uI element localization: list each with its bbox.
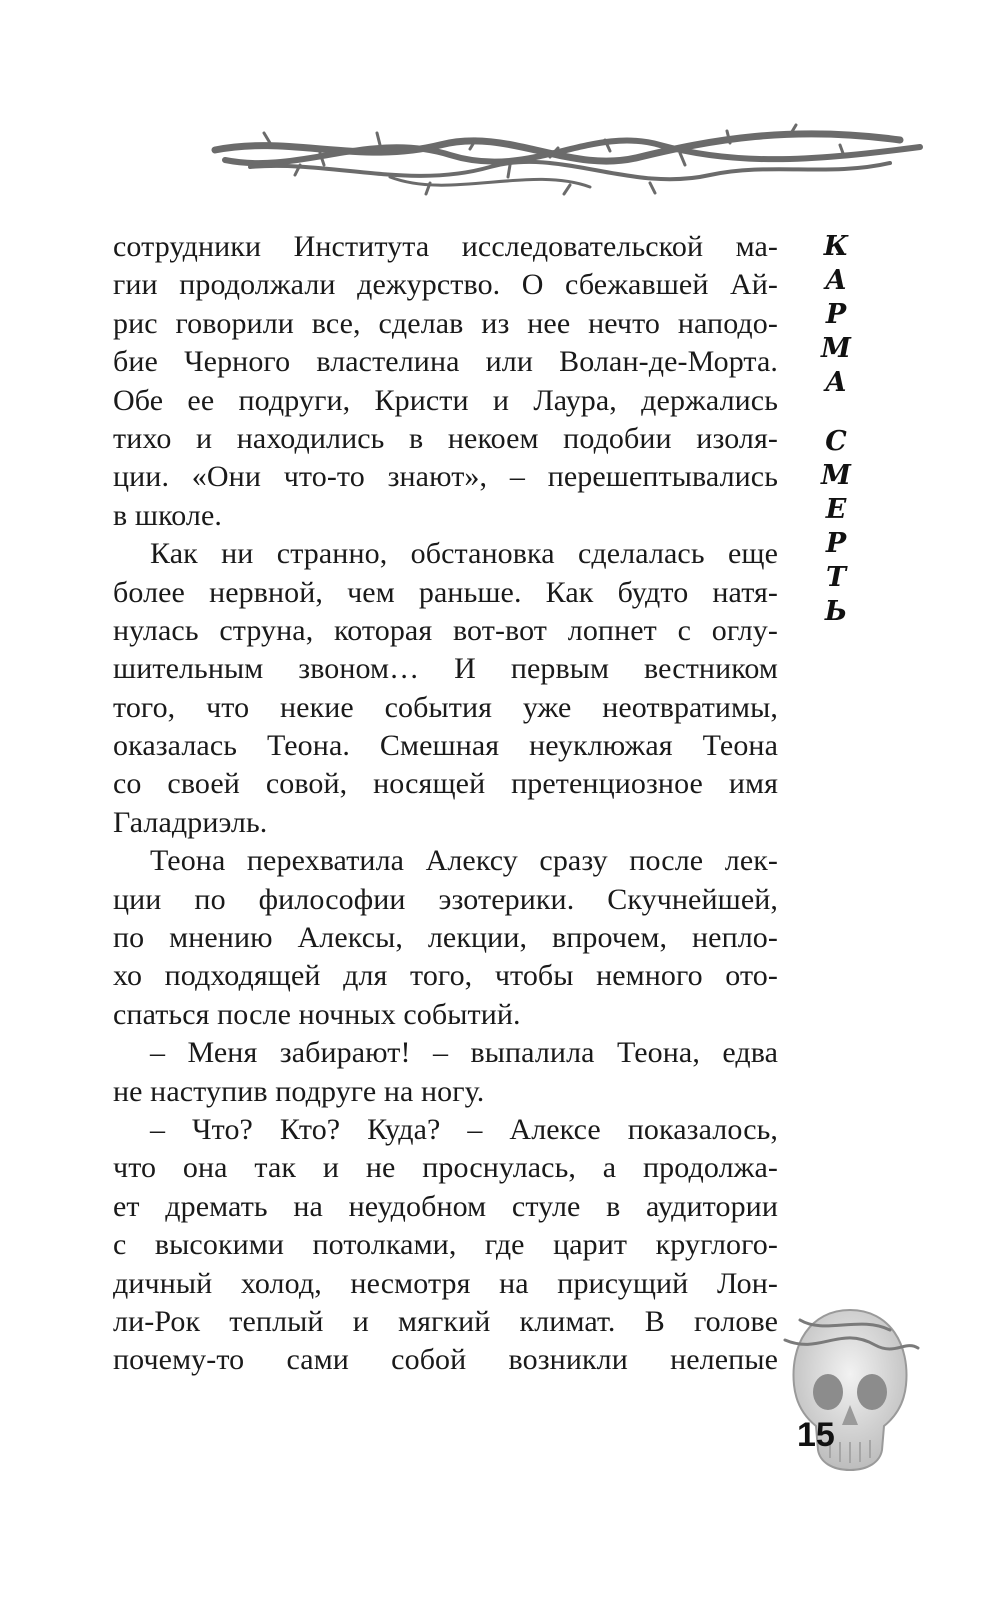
title-letter: А (825, 265, 847, 296)
title-letter: Е (825, 494, 847, 525)
text-line: рис говорили все, сделав из нее нечто наподо- (113, 306, 778, 340)
text-line: со своей совой, носящей претенциозное имя (113, 767, 778, 801)
text-line: сотрудники Института исследовательской ма- (113, 230, 778, 263)
running-title-karma (816, 230, 856, 400)
text-line: не наступив подруге на ногу. (113, 1074, 485, 1108)
text-line: Как ни странно, обстановка сделалась еще (150, 537, 778, 571)
text-line: оказалась Теона. Смешная неуклюжая Теона (113, 729, 778, 763)
title-letter: Р (825, 299, 847, 330)
skull-ornament (780, 1300, 920, 1500)
text-line: в школе. (113, 498, 223, 532)
text-line: того, что некие события уже неотвратимы, (113, 690, 778, 724)
title-letter: М (821, 333, 851, 364)
title-letter: Т (825, 562, 847, 593)
body-text (113, 228, 778, 1380)
text-line: спаться после ночных событий. (113, 997, 521, 1031)
text-line: Теона перехватила Алексу сразу после лек- (150, 844, 778, 878)
title-letter: С (825, 426, 847, 457)
thorn-vine-ornament (210, 105, 930, 215)
text-line: ли-Рок теплый и мягкий климат. В голове (113, 1304, 778, 1338)
text-line: что она так и не проснулась, а продолжа- (113, 1151, 778, 1185)
text-line: с высокими потолками, где царит круглого- (113, 1228, 778, 1262)
text-line: – Что? Кто? Куда? – Алексе показалось, (150, 1112, 778, 1146)
text-line: ции по философии эзотерики. Скучнейшей, (113, 882, 778, 916)
title-letter: К (823, 231, 849, 262)
text-line: более нервной, чем раньше. Как будто натя- (113, 575, 778, 609)
title-letter: М (821, 460, 851, 491)
text-line: шительным звоном… И первым вестником (113, 652, 778, 686)
text-line: гии продолжали дежурство. О сбежавшей Ай- (113, 268, 778, 302)
text-line: хо подходящей для того, чтобы немного ото- (113, 959, 778, 993)
text-line: тихо и находились в некоем подобии изоля- (113, 421, 778, 455)
text-line: бие Черного властелина или Волан-де-Морта. (113, 345, 778, 379)
title-letter: А (825, 367, 847, 398)
text-line: Обе ее подруги, Кристи и Лаура, держались (113, 383, 778, 417)
text-line: ет дремать на неудобном стуле в аудитории (113, 1189, 778, 1223)
running-title-smert (816, 425, 856, 629)
text-line: ции. «Они что-то знают», – перешептывались (113, 460, 778, 494)
title-letter: Ь (824, 596, 848, 627)
title-letter: Р (825, 528, 847, 559)
page-number: 15 (797, 1416, 835, 1454)
text-line: – Меня забирают! – выпалила Теона, едва (150, 1036, 778, 1070)
text-line: дичный холод, несмотря на присущий Лон- (113, 1266, 778, 1300)
text-line: почему-то сами собой возникли нелепые (113, 1343, 778, 1377)
text-line: по мнению Алексы, лекции, впрочем, непло- (113, 921, 778, 955)
text-line: Галадриэль. (113, 805, 268, 839)
text-line: нулась струна, которая вот-вот лопнет с оглу- (113, 613, 778, 647)
